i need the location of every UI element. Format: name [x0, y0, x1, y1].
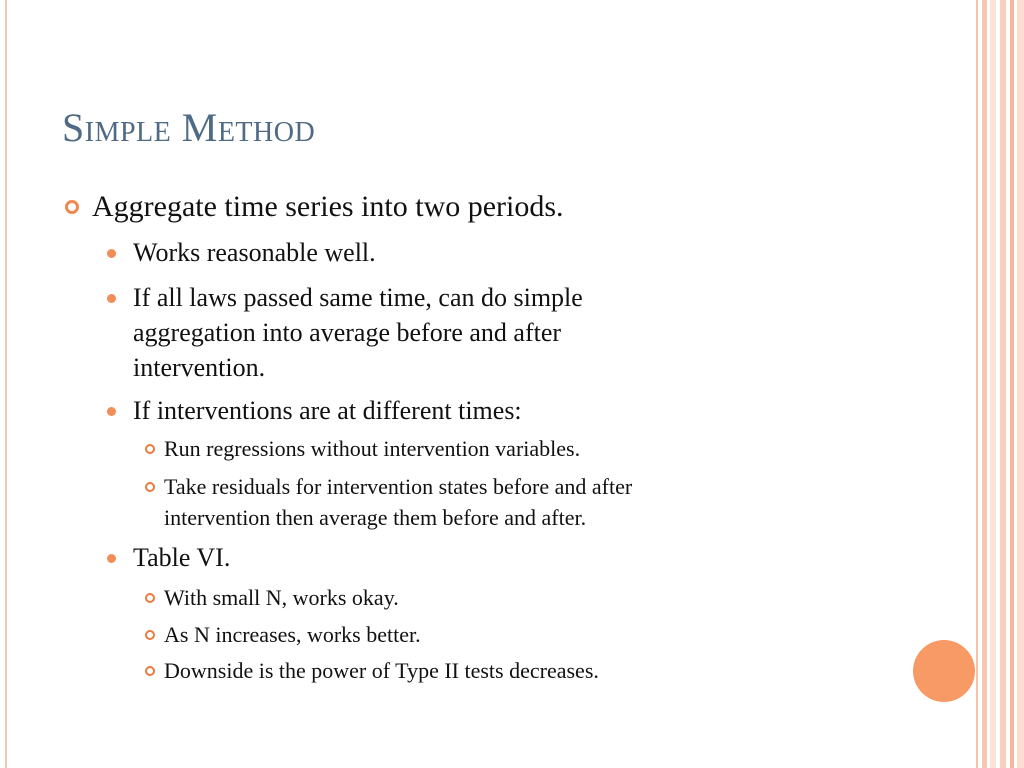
bullet-text-line: Take residuals for intervention states before and after	[164, 474, 633, 499]
bullet-dot-icon	[107, 554, 116, 563]
bullet-text: If interventions are at different times:	[133, 396, 522, 425]
bullet-item	[164, 655, 599, 686]
bullet-text: Aggregate time series into two periods.	[92, 190, 564, 223]
bullet-dot-icon	[107, 294, 116, 303]
bullet-text: Run regressions without intervention variables.	[164, 436, 581, 461]
bullet-item	[164, 471, 632, 533]
bullet-item	[164, 619, 421, 650]
bullet-item	[164, 433, 580, 464]
bullet-text-line: intervention.	[133, 353, 266, 382]
bullet-item	[133, 280, 583, 385]
bullet-text: Works reasonable well.	[133, 238, 376, 267]
bullet-text: Downside is the power of Type II tests decreases.	[164, 658, 599, 683]
bullet-ring-icon	[145, 444, 155, 454]
bullet-ring-icon	[145, 666, 155, 676]
bullet-item	[133, 540, 230, 575]
bullet-dot-icon	[107, 407, 116, 416]
bullet-text: With small N, works okay.	[164, 585, 399, 610]
bullet-text-line: If all laws passed same time, can do simple	[133, 283, 583, 312]
slide-title: Simple Method	[62, 105, 316, 150]
bullet-text-line: intervention then average them before and after.	[164, 505, 587, 530]
bullet-text-line: aggregation into average before and after	[133, 318, 562, 347]
bullet-item	[92, 190, 564, 224]
bullet-ring-icon	[145, 593, 155, 603]
bullet-dot-icon	[107, 249, 116, 258]
bullet-item	[164, 582, 399, 613]
bullet-ring-icon	[145, 630, 155, 640]
bullet-ring-icon	[145, 482, 155, 492]
bullet-text: As N increases, works better.	[164, 622, 421, 647]
bullet-item	[133, 393, 522, 428]
bullet-text: Table VI.	[133, 543, 231, 572]
bullet-ring-icon	[65, 200, 79, 214]
bullet-item	[133, 235, 376, 270]
